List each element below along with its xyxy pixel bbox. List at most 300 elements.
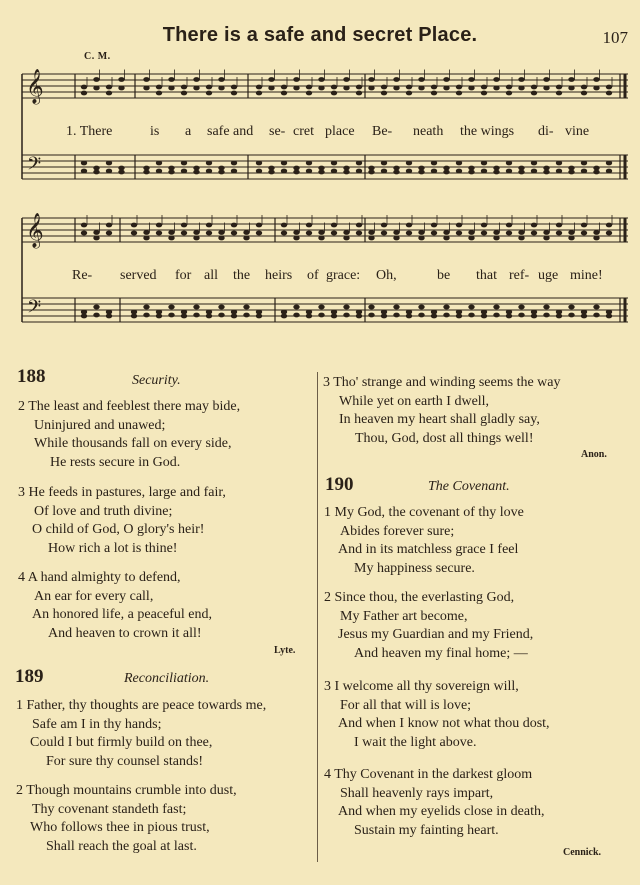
note-head (456, 161, 462, 166)
note-head (531, 314, 537, 319)
treble-clef: 𝄞 (26, 69, 44, 104)
stanza (18, 484, 226, 559)
verse-line: And heaven to crown it all! (48, 626, 202, 642)
note-head (418, 236, 424, 241)
author: Anon. (581, 449, 607, 460)
note-head (506, 231, 512, 236)
note-head (268, 77, 274, 82)
note-head (393, 86, 399, 91)
note-head (156, 314, 162, 319)
verse-line: Sustain my fainting heart. (354, 823, 499, 839)
note-head (356, 91, 362, 96)
note-head (281, 314, 287, 319)
note-head (531, 231, 537, 236)
verse-line: And when my eyelids close in death, (338, 804, 545, 820)
note-head (393, 236, 399, 241)
note-head (406, 314, 412, 319)
note-head (143, 77, 149, 82)
note-head (593, 236, 599, 241)
note-head (218, 305, 224, 310)
note-head (156, 85, 162, 90)
stanza (18, 569, 212, 644)
note-head (206, 223, 212, 228)
stanza (323, 374, 561, 449)
note-head (181, 91, 187, 96)
note-head (168, 86, 174, 91)
verse-line: My Father art become, (340, 608, 468, 624)
note-head (581, 223, 587, 228)
verse-line: Uninjured and unawed; (34, 417, 166, 433)
verse-line: 2 Since thou, the everlasting God, (324, 590, 515, 605)
note-head (281, 85, 287, 90)
note-head (306, 91, 312, 96)
lyric-syllable: ref- (509, 268, 530, 283)
note-head (243, 313, 249, 318)
verse-line: How rich a lot is thine! (48, 541, 178, 557)
note-head (243, 305, 249, 310)
verse-line: 4 Thy Covenant in the darkest gloom (324, 767, 533, 782)
lyric-syllable: all (204, 268, 218, 283)
verse-line: 2 The least and feeblest there may bide, (18, 399, 241, 414)
note-head (581, 169, 587, 174)
note-head (443, 170, 449, 175)
note-head (331, 223, 337, 228)
note-head (293, 236, 299, 241)
note-head (181, 223, 187, 228)
note-head (93, 305, 99, 310)
note-head (481, 314, 487, 319)
verse-line: Shall reach the goal at last. (46, 839, 197, 855)
note-head (406, 223, 412, 228)
note-head (543, 86, 549, 91)
stanza (324, 504, 524, 579)
note-head (118, 170, 124, 175)
note-head (381, 231, 387, 236)
note-head (481, 91, 487, 96)
note-head (581, 314, 587, 319)
note-head (506, 314, 512, 319)
note-head (381, 223, 387, 228)
note-head (481, 231, 487, 236)
note-head (468, 86, 474, 91)
note-head (206, 314, 212, 319)
note-head (168, 236, 174, 241)
note-head (518, 86, 524, 91)
note-head (456, 91, 462, 96)
note-head (606, 231, 612, 236)
note-head (331, 161, 337, 166)
verse-line: My happiness secure. (354, 561, 475, 577)
note-head (106, 231, 112, 236)
note-head (356, 85, 362, 90)
note-head (218, 77, 224, 82)
verse-line: Abides forever sure; (340, 523, 455, 539)
page-title: There is a safe and secret Place. (162, 24, 478, 46)
note-head (256, 223, 262, 228)
note-head (556, 85, 562, 90)
verse-line: Thou, God, dost all things well! (355, 431, 534, 447)
note-head (293, 230, 299, 235)
note-head (481, 169, 487, 174)
verse-line: 1 Father, thy thoughts are peace towards me, (16, 698, 267, 713)
note-head (443, 236, 449, 241)
note-head (393, 230, 399, 235)
note-head (368, 313, 374, 318)
note-head (81, 91, 87, 96)
note-head (531, 85, 537, 90)
hymn-title: The Covenant. (428, 479, 510, 494)
note-head (418, 86, 424, 91)
note-head (506, 169, 512, 174)
note-head (318, 170, 324, 175)
lyric-syllable: place (325, 124, 355, 139)
note-head (518, 236, 524, 241)
note-head (331, 231, 337, 236)
note-head (281, 161, 287, 166)
note-head (393, 313, 399, 318)
note-head (543, 230, 549, 235)
note-head (593, 230, 599, 235)
note-head (168, 305, 174, 310)
note-head (106, 85, 112, 90)
note-head (406, 91, 412, 96)
note-head (431, 91, 437, 96)
note-head (381, 161, 387, 166)
note-head (356, 223, 362, 228)
note-head (368, 86, 374, 91)
lyric-syllable: heirs (265, 268, 293, 283)
note-head (168, 230, 174, 235)
note-head (243, 230, 249, 235)
note-head (281, 91, 287, 96)
author: Lyte. (274, 645, 296, 656)
note-head (318, 313, 324, 318)
note-head (418, 77, 424, 82)
note-head (93, 77, 99, 82)
verse-line: He rests secure in God. (50, 455, 181, 471)
verse-line: 3 Tho' strange and winding seems the way (323, 375, 561, 390)
note-head (81, 161, 87, 166)
note-head (506, 85, 512, 90)
verse-line: While thousands fall on every side, (34, 436, 232, 452)
lyric-syllable: be (437, 268, 451, 283)
note-head (431, 161, 437, 166)
note-head (218, 236, 224, 241)
note-head (493, 86, 499, 91)
note-head (168, 77, 174, 82)
note-head (468, 170, 474, 175)
stanza (16, 782, 237, 857)
note-head (368, 77, 374, 82)
note-head (106, 169, 112, 174)
note-head (468, 313, 474, 318)
note-head (231, 91, 237, 96)
verse-line: For sure thy counsel stands! (46, 754, 204, 770)
verse-line: Shall heavenly rays impart, (340, 785, 494, 801)
verse-line: An honored life, a peaceful end, (32, 607, 212, 623)
bass-clef: 𝄢 (27, 154, 42, 179)
lyric-syllable: Re- (72, 268, 93, 283)
lyric-syllable: Be- (372, 124, 393, 139)
note-head (193, 305, 199, 310)
note-head (543, 170, 549, 175)
verse-line: In heaven my heart shall gladly say, (339, 412, 540, 428)
note-head (331, 85, 337, 90)
note-head (418, 305, 424, 310)
note-head (606, 91, 612, 96)
stanza (324, 766, 544, 841)
note-head (518, 170, 524, 175)
verse-line: Thy covenant standeth fast; (32, 801, 187, 817)
lyric-syllable: the wings (460, 124, 515, 139)
note-head (443, 86, 449, 91)
note-head (156, 231, 162, 236)
lyric-syllable: a (185, 124, 192, 139)
note-head (531, 91, 537, 96)
lyric-syllable: that (476, 268, 497, 283)
note-head (368, 230, 374, 235)
note-head (493, 230, 499, 235)
note-head (168, 170, 174, 175)
verse-line: O child of God, O glory's heir! (32, 522, 205, 538)
lyric-syllable: uge (538, 268, 559, 283)
note-head (131, 223, 137, 228)
verse-line: An ear for every call, (34, 588, 154, 604)
verse-line: And heaven my final home; — (354, 646, 528, 662)
note-head (393, 77, 399, 82)
note-head (306, 161, 312, 166)
note-head (356, 314, 362, 319)
note-head (81, 223, 87, 228)
lyric-syllable: 1. There (66, 124, 113, 139)
verse-line: Jesus my Guardian and my Friend, (338, 627, 534, 643)
note-head (431, 231, 437, 236)
note-head (393, 170, 399, 175)
note-head (331, 169, 337, 174)
note-head (156, 91, 162, 96)
note-head (256, 85, 262, 90)
note-head (318, 236, 324, 241)
note-head (381, 85, 387, 90)
note-head (531, 169, 537, 174)
note-head (268, 170, 274, 175)
note-head (156, 161, 162, 166)
lyric-syllable: the (233, 268, 251, 283)
note-head (381, 91, 387, 96)
note-head (306, 231, 312, 236)
verse-line: Who follows thee in pious trust, (30, 820, 210, 836)
note-head (443, 230, 449, 235)
note-head (181, 231, 187, 236)
note-head (343, 313, 349, 318)
note-head (406, 161, 412, 166)
note-head (243, 236, 249, 241)
note-head (131, 231, 137, 236)
note-head (206, 91, 212, 96)
note-head (293, 77, 299, 82)
note-head (93, 313, 99, 318)
note-head (81, 231, 87, 236)
note-head (143, 305, 149, 310)
note-head (531, 223, 537, 228)
verse-line: 3 I welcome all thy sovereign will, (324, 679, 519, 694)
verse-line: Safe am I in thy hands; (32, 716, 162, 732)
note-head (118, 77, 124, 82)
column-divider (317, 372, 318, 862)
note-head (106, 223, 112, 228)
lyric-syllable: grace: (326, 268, 361, 283)
note-head (456, 85, 462, 90)
bass-clef: 𝄢 (27, 297, 42, 322)
note-head (368, 236, 374, 241)
note-head (593, 313, 599, 318)
note-head (368, 170, 374, 175)
note-head (593, 77, 599, 82)
note-head (493, 305, 499, 310)
note-head (581, 231, 587, 236)
note-head (393, 305, 399, 310)
note-head (568, 305, 574, 310)
note-head (143, 86, 149, 91)
note-head (218, 313, 224, 318)
note-head (256, 91, 262, 96)
note-head (168, 313, 174, 318)
note-head (231, 231, 237, 236)
note-head (218, 170, 224, 175)
hymn-number: 190 (325, 474, 354, 495)
lyric-syllable: safe and (207, 124, 254, 139)
treble-clef: 𝄞 (26, 213, 44, 248)
note-head (568, 77, 574, 82)
note-head (106, 314, 112, 319)
note-head (218, 86, 224, 91)
hymn-title: Reconciliation. (124, 671, 210, 686)
note-head (281, 231, 287, 236)
note-head (293, 313, 299, 318)
note-head (306, 223, 312, 228)
note-head (193, 313, 199, 318)
verse-line: For all that will is love; (340, 697, 472, 713)
note-head (381, 169, 387, 174)
note-head (518, 313, 524, 318)
note-head (568, 313, 574, 318)
note-head (231, 169, 237, 174)
note-head (543, 236, 549, 241)
note-head (381, 314, 387, 319)
note-head (418, 170, 424, 175)
note-head (418, 313, 424, 318)
verse-line: I wait the light above. (354, 735, 477, 751)
note-head (493, 236, 499, 241)
note-head (193, 86, 199, 91)
stanza (324, 678, 550, 753)
note-head (543, 77, 549, 82)
note-head (456, 169, 462, 174)
note-head (118, 86, 124, 91)
note-head (493, 170, 499, 175)
note-head (331, 314, 337, 319)
note-head (556, 314, 562, 319)
note-head (231, 85, 237, 90)
note-head (456, 223, 462, 228)
hymn-number: 189 (15, 666, 44, 687)
note-head (468, 230, 474, 235)
note-head (493, 313, 499, 318)
verse-line: Could I but firmly build on thee, (30, 735, 213, 751)
note-head (481, 85, 487, 90)
note-head (581, 85, 587, 90)
note-head (193, 170, 199, 175)
verse-line: 1 My God, the covenant of thy love (324, 505, 524, 520)
note-head (456, 231, 462, 236)
note-head (468, 305, 474, 310)
note-head (343, 77, 349, 82)
note-head (343, 230, 349, 235)
note-head (306, 314, 312, 319)
note-head (606, 314, 612, 319)
note-head (181, 161, 187, 166)
verse-line: 2 Though mountains crumble into dust, (16, 783, 237, 798)
note-head (581, 91, 587, 96)
note-head (293, 305, 299, 310)
note-head (556, 231, 562, 236)
note-head (356, 231, 362, 236)
note-head (356, 169, 362, 174)
note-head (231, 161, 237, 166)
note-head (443, 305, 449, 310)
note-head (506, 223, 512, 228)
note-head (331, 91, 337, 96)
note-head (181, 314, 187, 319)
hymn-number: 188 (17, 366, 46, 387)
lyric-syllable: mine! (570, 268, 603, 283)
lyric-syllable: se- (269, 124, 286, 139)
note-head (493, 77, 499, 82)
note-head (443, 313, 449, 318)
verse-line: And when I know not what thou dost, (338, 716, 550, 732)
note-head (568, 86, 574, 91)
note-head (281, 169, 287, 174)
author: Cennick. (563, 847, 602, 858)
note-head (206, 85, 212, 90)
note-head (431, 314, 437, 319)
note-head (231, 223, 237, 228)
note-head (206, 169, 212, 174)
stanza (16, 697, 266, 772)
note-head (593, 86, 599, 91)
stanza (18, 398, 240, 473)
note-head (456, 314, 462, 319)
lyric-syllable: is (150, 124, 160, 139)
note-head (231, 314, 237, 319)
note-head (418, 230, 424, 235)
note-head (468, 77, 474, 82)
note-head (106, 91, 112, 96)
note-head (206, 161, 212, 166)
note-head (406, 169, 412, 174)
lyric-syllable: vine (565, 124, 590, 139)
verse-line: 3 He feeds in pastures, large and fair, (18, 485, 226, 500)
note-head (518, 230, 524, 235)
note-head (593, 170, 599, 175)
note-head (218, 230, 224, 235)
lyric-syllable: di- (538, 124, 554, 139)
note-head (468, 236, 474, 241)
note-head (206, 231, 212, 236)
verse-line: 4 A hand almighty to defend, (18, 570, 181, 585)
note-head (568, 236, 574, 241)
note-head (343, 236, 349, 241)
